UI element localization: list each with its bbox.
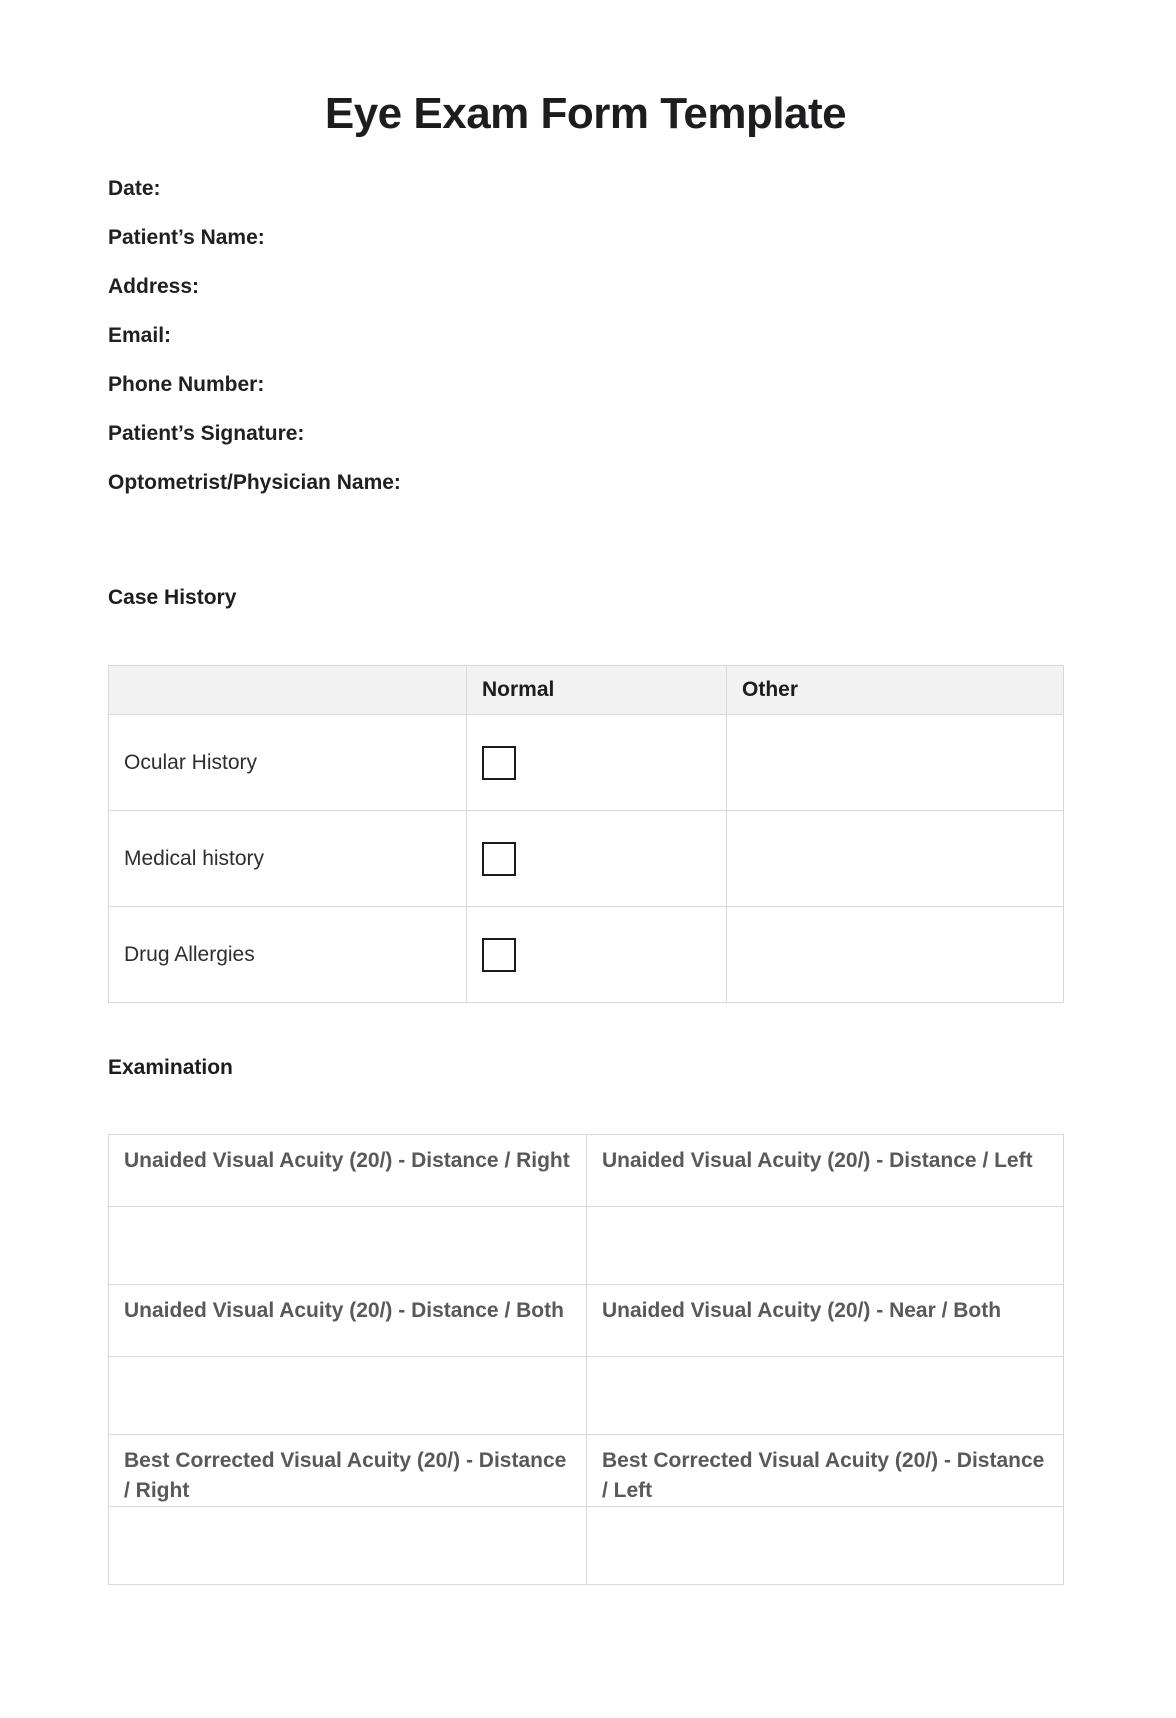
exam-entry-unaided-distance-right[interactable] bbox=[109, 1207, 587, 1285]
field-phone-number-label: Phone Number: bbox=[108, 373, 265, 396]
page-title: Eye Exam Form Template bbox=[324, 89, 847, 138]
case-normal-cell bbox=[467, 715, 727, 811]
examination-heading: Examination bbox=[108, 1056, 233, 1079]
exam-entry-row-3 bbox=[109, 1507, 1064, 1585]
exam-label-best-corrected-distance-right: Best Corrected Visual Acuity (20/) - Distance / Right bbox=[109, 1435, 587, 1507]
patient-info-section bbox=[108, 176, 1063, 496]
case-row-label: Drug Allergies bbox=[109, 907, 467, 1003]
drug-allergies-normal-checkbox[interactable] bbox=[482, 938, 516, 972]
field-address-label: Address: bbox=[108, 275, 200, 298]
exam-entry-best-corrected-distance-left[interactable] bbox=[587, 1507, 1064, 1585]
case-row-label: Ocular History bbox=[109, 715, 467, 811]
exam-entry-unaided-distance-left[interactable] bbox=[587, 1207, 1064, 1285]
exam-label-row-1 bbox=[109, 1135, 1064, 1207]
exam-label-row-2 bbox=[109, 1285, 1064, 1357]
exam-label-unaided-distance-both: Unaided Visual Acuity (20/) - Distance / Both bbox=[109, 1285, 587, 1357]
exam-entry-unaided-distance-both[interactable] bbox=[109, 1357, 587, 1435]
field-phone-number bbox=[108, 372, 1063, 398]
field-email-label: Email: bbox=[108, 324, 172, 347]
drug-allergies-other-cell[interactable] bbox=[727, 907, 1064, 1003]
case-col-blank bbox=[109, 666, 467, 715]
case-row-ocular-history bbox=[109, 715, 1064, 811]
exam-label-unaided-near-both: Unaided Visual Acuity (20/) - Near / Both bbox=[587, 1285, 1064, 1357]
field-optometrist-name bbox=[108, 470, 1063, 496]
case-row-drug-allergies bbox=[109, 907, 1064, 1003]
field-date bbox=[108, 176, 1063, 202]
exam-entry-row-1 bbox=[109, 1207, 1064, 1285]
document-page bbox=[0, 88, 1176, 1585]
field-patient-signature-label: Patient’s Signature: bbox=[108, 422, 305, 445]
field-patient-signature bbox=[108, 421, 1063, 447]
ocular-history-normal-checkbox[interactable] bbox=[482, 746, 516, 780]
case-normal-cell bbox=[467, 907, 727, 1003]
exam-label-unaided-distance-left: Unaided Visual Acuity (20/) - Distance / Left bbox=[587, 1135, 1064, 1207]
exam-entry-unaided-near-both[interactable] bbox=[587, 1357, 1064, 1435]
ocular-history-other-cell[interactable] bbox=[727, 715, 1064, 811]
exam-label-best-corrected-distance-left: Best Corrected Visual Acuity (20/) - Distance / Left bbox=[587, 1435, 1064, 1507]
field-optometrist-name-label: Optometrist/Physician Name: bbox=[108, 471, 401, 494]
field-date-label: Date: bbox=[108, 177, 161, 200]
medical-history-normal-checkbox[interactable] bbox=[482, 842, 516, 876]
case-normal-cell bbox=[467, 811, 727, 907]
field-patient-name bbox=[108, 225, 1063, 251]
exam-label-row-3 bbox=[109, 1435, 1064, 1507]
case-col-other: Other bbox=[727, 666, 1064, 715]
exam-label-unaided-distance-right: Unaided Visual Acuity (20/) - Distance / Right bbox=[109, 1135, 587, 1207]
medical-history-other-cell[interactable] bbox=[727, 811, 1064, 907]
examination-table bbox=[108, 1134, 1064, 1585]
exam-entry-best-corrected-distance-right[interactable] bbox=[109, 1507, 587, 1585]
case-history-table bbox=[108, 665, 1064, 1003]
exam-entry-row-2 bbox=[109, 1357, 1064, 1435]
field-patient-name-label: Patient’s Name: bbox=[108, 226, 265, 249]
case-row-medical-history bbox=[109, 811, 1064, 907]
case-history-heading: Case History bbox=[108, 586, 237, 609]
field-address bbox=[108, 274, 1063, 300]
case-col-normal: Normal bbox=[467, 666, 727, 715]
field-email bbox=[108, 323, 1063, 349]
case-history-header-row bbox=[109, 666, 1064, 715]
case-row-label: Medical history bbox=[109, 811, 467, 907]
